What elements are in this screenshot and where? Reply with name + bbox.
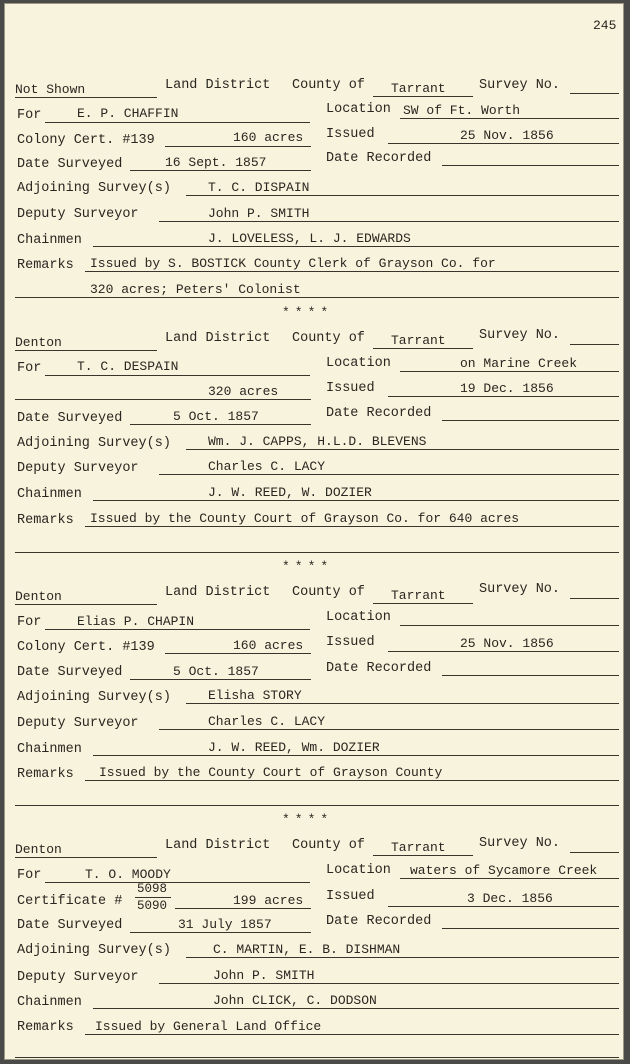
location-label: Location xyxy=(326,863,391,878)
date-recorded-label: Date Recorded xyxy=(326,914,432,929)
location-value: on Marine Creek xyxy=(460,356,578,371)
date-surveyed-label: Date Surveyed xyxy=(17,157,123,172)
remarks-label: Remarks xyxy=(17,1020,74,1035)
location-value: SW of Ft. Worth xyxy=(403,103,521,118)
grantee-value: E. P. CHAFFIN xyxy=(77,106,179,121)
issued-label: Issued xyxy=(326,127,375,142)
certificate-label: Certificate # xyxy=(17,894,123,909)
adjoining-value: Wm. J. CAPPS, H.L.D. BLEVENS xyxy=(208,434,427,449)
colony-cert-label: Colony Cert. #139 xyxy=(17,133,155,148)
location-label: Location xyxy=(326,102,391,117)
adjoining-value: C. MARTIN, E. B. DISHMAN xyxy=(213,942,401,957)
land-district-label: Land District xyxy=(165,78,271,93)
date-surveyed-label: Date Surveyed xyxy=(17,918,123,933)
land-district-value: Denton xyxy=(15,842,62,857)
deputy-value: Charles C. LACY xyxy=(208,459,326,474)
date-recorded-label: Date Recorded xyxy=(326,661,432,676)
grantee-value: T. C. DESPAIN xyxy=(77,359,179,374)
county-value: Tarrant xyxy=(391,840,446,855)
certificate-number-bottom: 5090 xyxy=(137,899,168,913)
adjoining-label: Adjoining Survey(s) xyxy=(17,690,171,705)
remarks-line-1: Issued by General Land Office xyxy=(95,1019,322,1034)
adjoining-label: Adjoining Survey(s) xyxy=(17,181,171,196)
adjoining-value: T. C. DISPAIN xyxy=(208,180,310,195)
chainmen-label: Chainmen xyxy=(17,233,82,248)
for-label: For xyxy=(17,615,42,630)
remarks-label: Remarks xyxy=(17,513,74,528)
survey-no-label: Survey No. xyxy=(479,328,561,343)
land-district-value: Not Shown xyxy=(15,82,86,97)
issued-value: 3 Dec. 1856 xyxy=(467,891,553,906)
remarks-label: Remarks xyxy=(17,258,74,273)
date-surveyed-value: 31 July 1857 xyxy=(178,917,272,932)
land-district-label: Land District xyxy=(165,585,271,600)
deputy-label: Deputy Surveyor xyxy=(17,461,139,476)
page-number: 245 xyxy=(593,18,617,33)
deputy-label: Deputy Surveyor xyxy=(17,970,139,985)
remarks-line-1: Issued by S. BOSTICK County Clerk of Grayson Co. for xyxy=(90,256,496,271)
grantee-value: Elias P. CHAPIN xyxy=(77,614,195,629)
survey-no-label: Survey No. xyxy=(479,78,561,93)
issued-label: Issued xyxy=(326,381,375,396)
colony-cert-label: Colony Cert. #139 xyxy=(17,640,155,655)
remarks-line-1: Issued by the County Court of Grayson Co. for 640 acres xyxy=(90,511,520,526)
deputy-value: John P. SMITH xyxy=(208,206,310,221)
date-recorded-label: Date Recorded xyxy=(326,406,432,421)
grantee-value: T. O. MOODY xyxy=(85,867,171,882)
for-label: For xyxy=(17,361,42,376)
certificate-number-top: 5098 xyxy=(137,882,168,896)
land-district-label: Land District xyxy=(165,331,271,346)
county-value: Tarrant xyxy=(391,333,446,348)
remarks-line-1: Issued by the County Court of Grayson County xyxy=(99,765,443,780)
for-label: For xyxy=(17,108,42,123)
date-surveyed-label: Date Surveyed xyxy=(17,411,123,426)
survey-no-label: Survey No. xyxy=(479,582,561,597)
county-label: County of xyxy=(292,331,365,346)
chainmen-value: John CLICK, C. DODSON xyxy=(213,993,377,1008)
chainmen-label: Chainmen xyxy=(17,995,82,1010)
county-label: County of xyxy=(292,838,365,853)
date-surveyed-value: 16 Sept. 1857 xyxy=(165,155,267,170)
land-district-value: Denton xyxy=(15,335,62,350)
date-surveyed-label: Date Surveyed xyxy=(17,665,123,680)
acres-value: 320 acres xyxy=(208,384,279,399)
county-label: County of xyxy=(292,78,365,93)
county-label: County of xyxy=(292,585,365,600)
location-label: Location xyxy=(326,356,391,371)
acres-value: 199 acres xyxy=(233,893,304,908)
county-value: Tarrant xyxy=(391,81,446,96)
deputy-label: Deputy Surveyor xyxy=(17,207,139,222)
chainmen-value: J. LOVELESS, L. J. EDWARDS xyxy=(208,231,411,246)
land-district-value: Denton xyxy=(15,589,62,604)
remarks-label: Remarks xyxy=(17,767,74,782)
issued-label: Issued xyxy=(326,889,375,904)
deputy-value: Charles C. LACY xyxy=(208,714,326,729)
adjoining-label: Adjoining Survey(s) xyxy=(17,943,171,958)
acres-value: 160 acres xyxy=(233,130,304,145)
date-surveyed-value: 5 Oct. 1857 xyxy=(173,664,259,679)
issued-value: 25 Nov. 1856 xyxy=(460,128,554,143)
chainmen-label: Chainmen xyxy=(17,742,82,757)
location-value: waters of Sycamore Creek xyxy=(410,863,598,878)
issued-value: 25 Nov. 1856 xyxy=(460,636,554,651)
issued-value: 19 Dec. 1856 xyxy=(460,381,554,396)
survey-no-label: Survey No. xyxy=(479,836,561,851)
chainmen-label: Chainmen xyxy=(17,487,82,502)
deputy-value: John P. SMITH xyxy=(213,968,315,983)
acres-value: 160 acres xyxy=(233,638,304,653)
issued-label: Issued xyxy=(326,635,375,650)
county-value: Tarrant xyxy=(391,588,446,603)
record-separator: **** xyxy=(282,305,334,320)
location-label: Location xyxy=(326,610,391,625)
adjoining-value: Elisha STORY xyxy=(208,688,302,703)
adjoining-label: Adjoining Survey(s) xyxy=(17,436,171,451)
record-separator: **** xyxy=(282,812,334,827)
record-separator: **** xyxy=(282,559,334,574)
document-page xyxy=(4,3,624,1060)
remarks-line-2: 320 acres; Peters' Colonist xyxy=(90,282,301,297)
chainmen-value: J. W. REED, W. DOZIER xyxy=(208,485,372,500)
chainmen-value: J. W. REED, Wm. DOZIER xyxy=(208,740,380,755)
date-surveyed-value: 5 Oct. 1857 xyxy=(173,409,259,424)
deputy-label: Deputy Surveyor xyxy=(17,716,139,731)
for-label: For xyxy=(17,868,42,883)
date-recorded-label: Date Recorded xyxy=(326,151,432,166)
land-district-label: Land District xyxy=(165,838,271,853)
